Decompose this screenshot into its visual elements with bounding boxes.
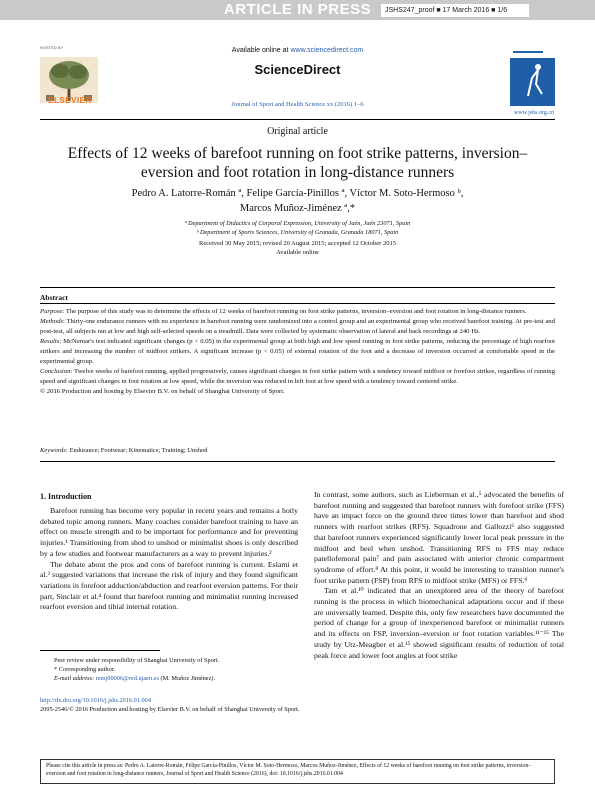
available-online-label: Available online (276, 248, 319, 256)
journal-citation-line[interactable]: Journal of Sport and Health Science xx (2016) 1–6 (231, 101, 364, 108)
sciencedirect-logo: ScienceDirect (254, 62, 341, 77)
abstract-bottom-rule (40, 461, 555, 462)
keywords-list: Endurance; Footwear; Kinematics; Training; Unshod (69, 447, 208, 454)
paragraph: In contrast, some authors, such as Lieberman et al.,⁵ advocated the benefits of barefoot running and suggested that barefoot runners with forefoot strike (FFS) have an impact force on the ground three times lower than barefoot and shod runners with rearfoot strikes (RFS). Squadrone and Gallozzi⁶ also suggested that barefoot runners experienced significantly lower local peak pressure in the midfoot and heel when unshod. Transitioning RFS to FFS may reduce patellofemoral pain⁷ and pain associated with anterior chronic compartment syndrome of effort.⁸ At this point, it would be interesting to transition runner's foot strike pattern (FSP) from RFS to midfoot strike (MFS) or FFS.⁹ (314, 490, 564, 585)
abstract-top-rule (40, 287, 555, 288)
section-heading-introduction: 1. Introduction (40, 492, 92, 501)
journal-cover-image (510, 48, 555, 106)
abstract-results: Results: McNemar's test indicated significant changes (p < 0.05) in the experimental group at both high and low speed running in foot strike patterns, reducing the percentage of high rearfoot strikers and increasing the number of midfoot strikers. A significant increase (p < 0.05) of external rotation of the foot and a decrease of inversion occurred at comfortable speed in the experimental group. (40, 338, 555, 365)
abstract-heading: Abstract (40, 293, 68, 302)
abstract-purpose: Purpose: The purpose of this study was to determine the effects of 12 weeks of barefoot running on foot strike patterns, inversion–eversion and foot rotation in long-distance runners. (40, 308, 527, 315)
paragraph: Barefoot running has become very popular in recent years and remains a hotly debated topic among runners. Many coaches consider barefoot training to have an effect on muscle strength and to be important for performance and for preventing injuries.¹ Transitioning from shod to unshod or minimalist shoes is only described by a few studies and footwear manufacturers as a way to prevent injuries.² (40, 506, 298, 558)
available-online (0, 47, 595, 54)
available-prefix: Available online at (231, 47, 289, 54)
doi-link[interactable]: http://dx.doi.org/10.1016/j.jshs.2016.01.004 (40, 697, 151, 704)
affiliations (60, 220, 535, 237)
corresponding-author-note: * Corresponding author. (54, 666, 116, 673)
abstract-heading-rule (40, 303, 555, 304)
authors-line-1: Pedro A. Latorre-Román ª, Felipe García-Pinillos ª, Víctor M. Soto-Hermoso ᵇ, (131, 188, 464, 199)
authors-line-2: Marcos Muñoz-Jiménez ª,* (239, 203, 356, 214)
received-dates: Received 30 May 2015; revised 20 August 2015; accepted 12 October 2015 (199, 240, 396, 247)
keywords-label: Keywords: (40, 447, 68, 454)
abstract-copyright: © 2016 Production and hosting by Elsevier B.V. on behalf of Shanghai University of Sport. (40, 388, 285, 395)
author-list (60, 186, 535, 216)
footnote-rule (40, 650, 160, 651)
article-history (60, 240, 535, 257)
copyright-line: 2095-2546/© 2016 Production and hosting by Elsevier B.V. on behalf of Shanghai University of Sport. (40, 706, 300, 713)
left-column (40, 506, 298, 613)
footnotes (40, 656, 310, 683)
sciencedirect-link[interactable]: www.sciencedirect.com (290, 47, 364, 54)
paragraph: The debate about the pros and cons of barefoot running is current. Eslami et al.³ suggested variations that increase the risk of injury and they found significant variations in forefoot adduction/abduction and rearfoot eversion patterns. For their part, Sinclair et al.⁴ found that barefoot running and minimalist running increased rearfoot eversion and tibial internal rotation. (40, 559, 298, 612)
abstract-body (40, 307, 555, 397)
right-column (314, 490, 564, 661)
elsevier-wordmark: ELSEVIER (48, 96, 92, 105)
affiliation-b: ᵇ Department of Sports Sciences, University of Granada, Granada 18071, Spain (196, 228, 399, 236)
header-rule (40, 119, 555, 120)
hosted-by-label: HOSTED BY (40, 45, 64, 50)
article-type: Original article (267, 126, 328, 137)
email-note: E-mail address: mmj00006@red.ujaen.es (M. Muñoz Jiménez). (54, 675, 216, 682)
proof-info: JSHS247_proof ■ 17 March 2016 ■ 1/6 (381, 4, 529, 17)
citation-box: Please cite this article in press as: Pedro A. Latorre-Román, Felipe García-Pinillos, Víctor M. Soto-Hermoso, Marcos Muñoz-Jiménez, Effects of 12 weeks of barefoot running on foot strike patterns, inversion–eversion and foot rotation in long-distance runners, Journal of Sport and Health Science (2016), doi: 10.1016/j.jshs.2016.01.004 (40, 759, 555, 784)
journal-url[interactable]: www.jshs.org.cn (514, 110, 554, 116)
article-title: Effects of 12 weeks of barefoot running on foot strike patterns, inversion–eversion and foot rotation in long-distance runners (67, 145, 528, 181)
paragraph: Tam et al.¹⁰ indicated that an unexplored area of the theory of barefoot running is the process in which biomechanical adaptations occur and if these are universally learned. Despite this, only few researchers have documented the period of change for a group of inexperienced barefoot or minimalist runners and its effects on FSP, inversion–eversion or foot rotation variables.¹¹⁻¹⁵ The study by Utz-Meagher et al.¹⁵ showed significant results of reduction of total peak force and lower foot angles at foot strike (314, 586, 564, 660)
peer-review-note: Peer review under responsibility of Shanghai University of Sport. (54, 657, 220, 664)
keywords (40, 447, 555, 454)
abstract-methods: Methods: Thirty-one endurance runners with no experience in barefoot running were randomized into a control group and an experimental group who received barefoot training. At pre-test and post-test, all subjects ran at low and high self-selected speeds on a treadmill. Data were collected by systematic observation of lateral and back recordings at 240 Hz. (40, 318, 555, 335)
affiliation-a: ª Department of Didactics of Corporal Expression, University of Jaén, Jaén 23071, Spain (184, 220, 411, 227)
email-link[interactable]: mmj00006@red.ujaen.es (95, 675, 159, 682)
article-in-press-label: ARTICLE IN PRESS (223, 1, 372, 18)
abstract-conclusion: Conclusion: Twelve weeks of barefoot running, applied progressively, causes significant changes in foot strike pattern with a tendency toward midfoot or forefoot strikes, regardless of running speed and significant changes in foot rotation at low speed, while the inversion was reduced in left foot at low speed with a tendency toward centered strike. (40, 368, 555, 385)
